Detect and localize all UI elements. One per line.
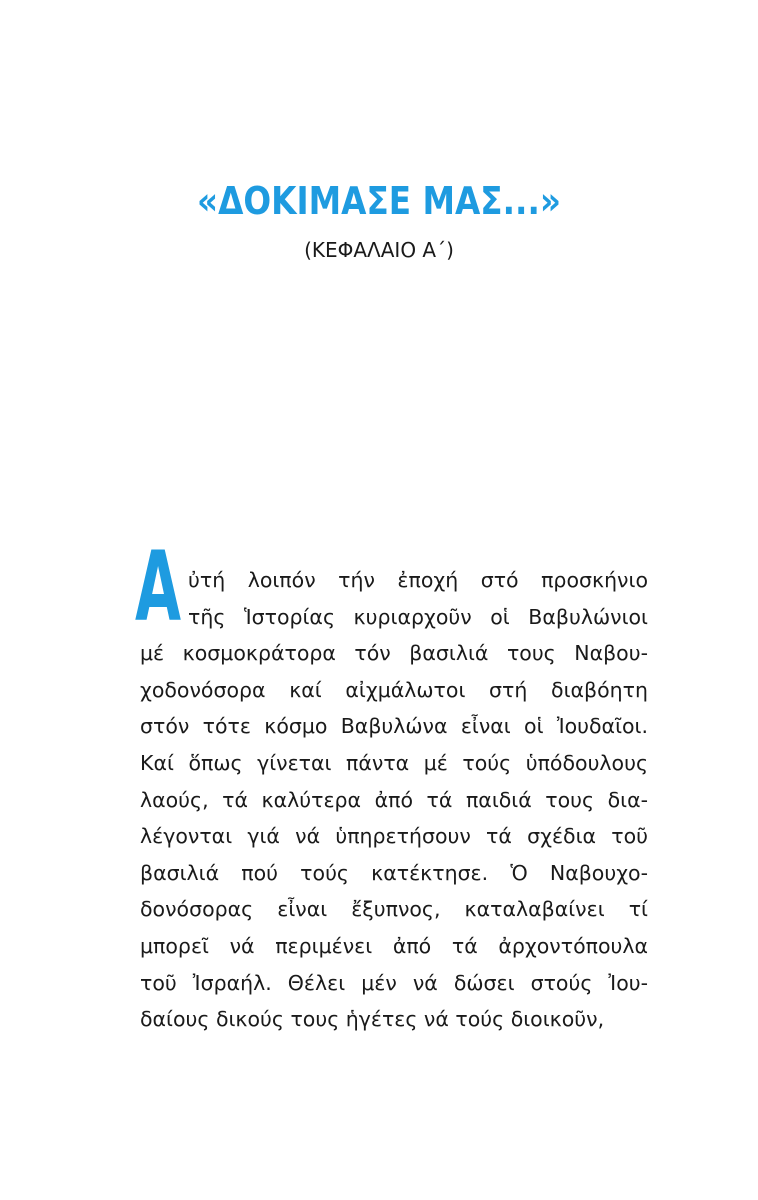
text-line: τῆς Ἱστορίας κυριαρχοῦν οἱ Βαβυλώνιοι <box>188 604 648 629</box>
text-line: Καί ὅπως γίνεται πάντα μέ τούς ὑπόδουλους <box>140 750 648 775</box>
text-line: τοῦ Ἰσραήλ. Θέλει μέν νά δώσει στούς Ἰου- <box>140 970 648 995</box>
text-line: δαίους δικούς τους ἡγέτες νά τούς διοικοῦν, <box>140 1007 605 1032</box>
text-line: δονόσορας εἶναι ἔξυπνος, καταλαβαίνει τί <box>140 897 648 922</box>
text-line: χοδονόσορα καί αἰχμάλωτοι στή διαβόητη <box>140 677 648 702</box>
text-line: λαούς, τά καλύτερα ἀπό τά παιδιά τους δια- <box>140 787 648 812</box>
text-line: βασιλιά πού τούς κατέκτησε. Ὁ Ναβουχο- <box>140 860 648 885</box>
drop-cap-paragraph-lines <box>188 562 648 635</box>
text-line: μέ κοσμοκράτορα τόν βασιλιά τους Ναβου- <box>140 641 648 666</box>
text-line: ὐτή λοιπόν τήν ἐποχή στό προσκήνιο <box>188 568 648 592</box>
text-line: μπορεῖ νά περιμένει ἀπό τά ἀρχοντόπουλα <box>140 933 648 958</box>
chapter-subtitle: (ΚΕΦΑΛΑΙΟ Α΄) <box>304 238 454 262</box>
drop-cap-letter: Α <box>135 531 182 643</box>
text-line: λέγονται γιά νά ὑπηρετήσουν τά σχέδια τοῦ <box>140 824 648 849</box>
text-line: στόν τότε κόσμο Βαβυλώνα εἶναι οἱ Ἰουδαῖοι. <box>140 714 648 739</box>
body-paragraph <box>140 635 648 1038</box>
chapter-title: «ΔΟΚΙΜΑΣΕ ΜΑΣ...» <box>196 179 561 223</box>
